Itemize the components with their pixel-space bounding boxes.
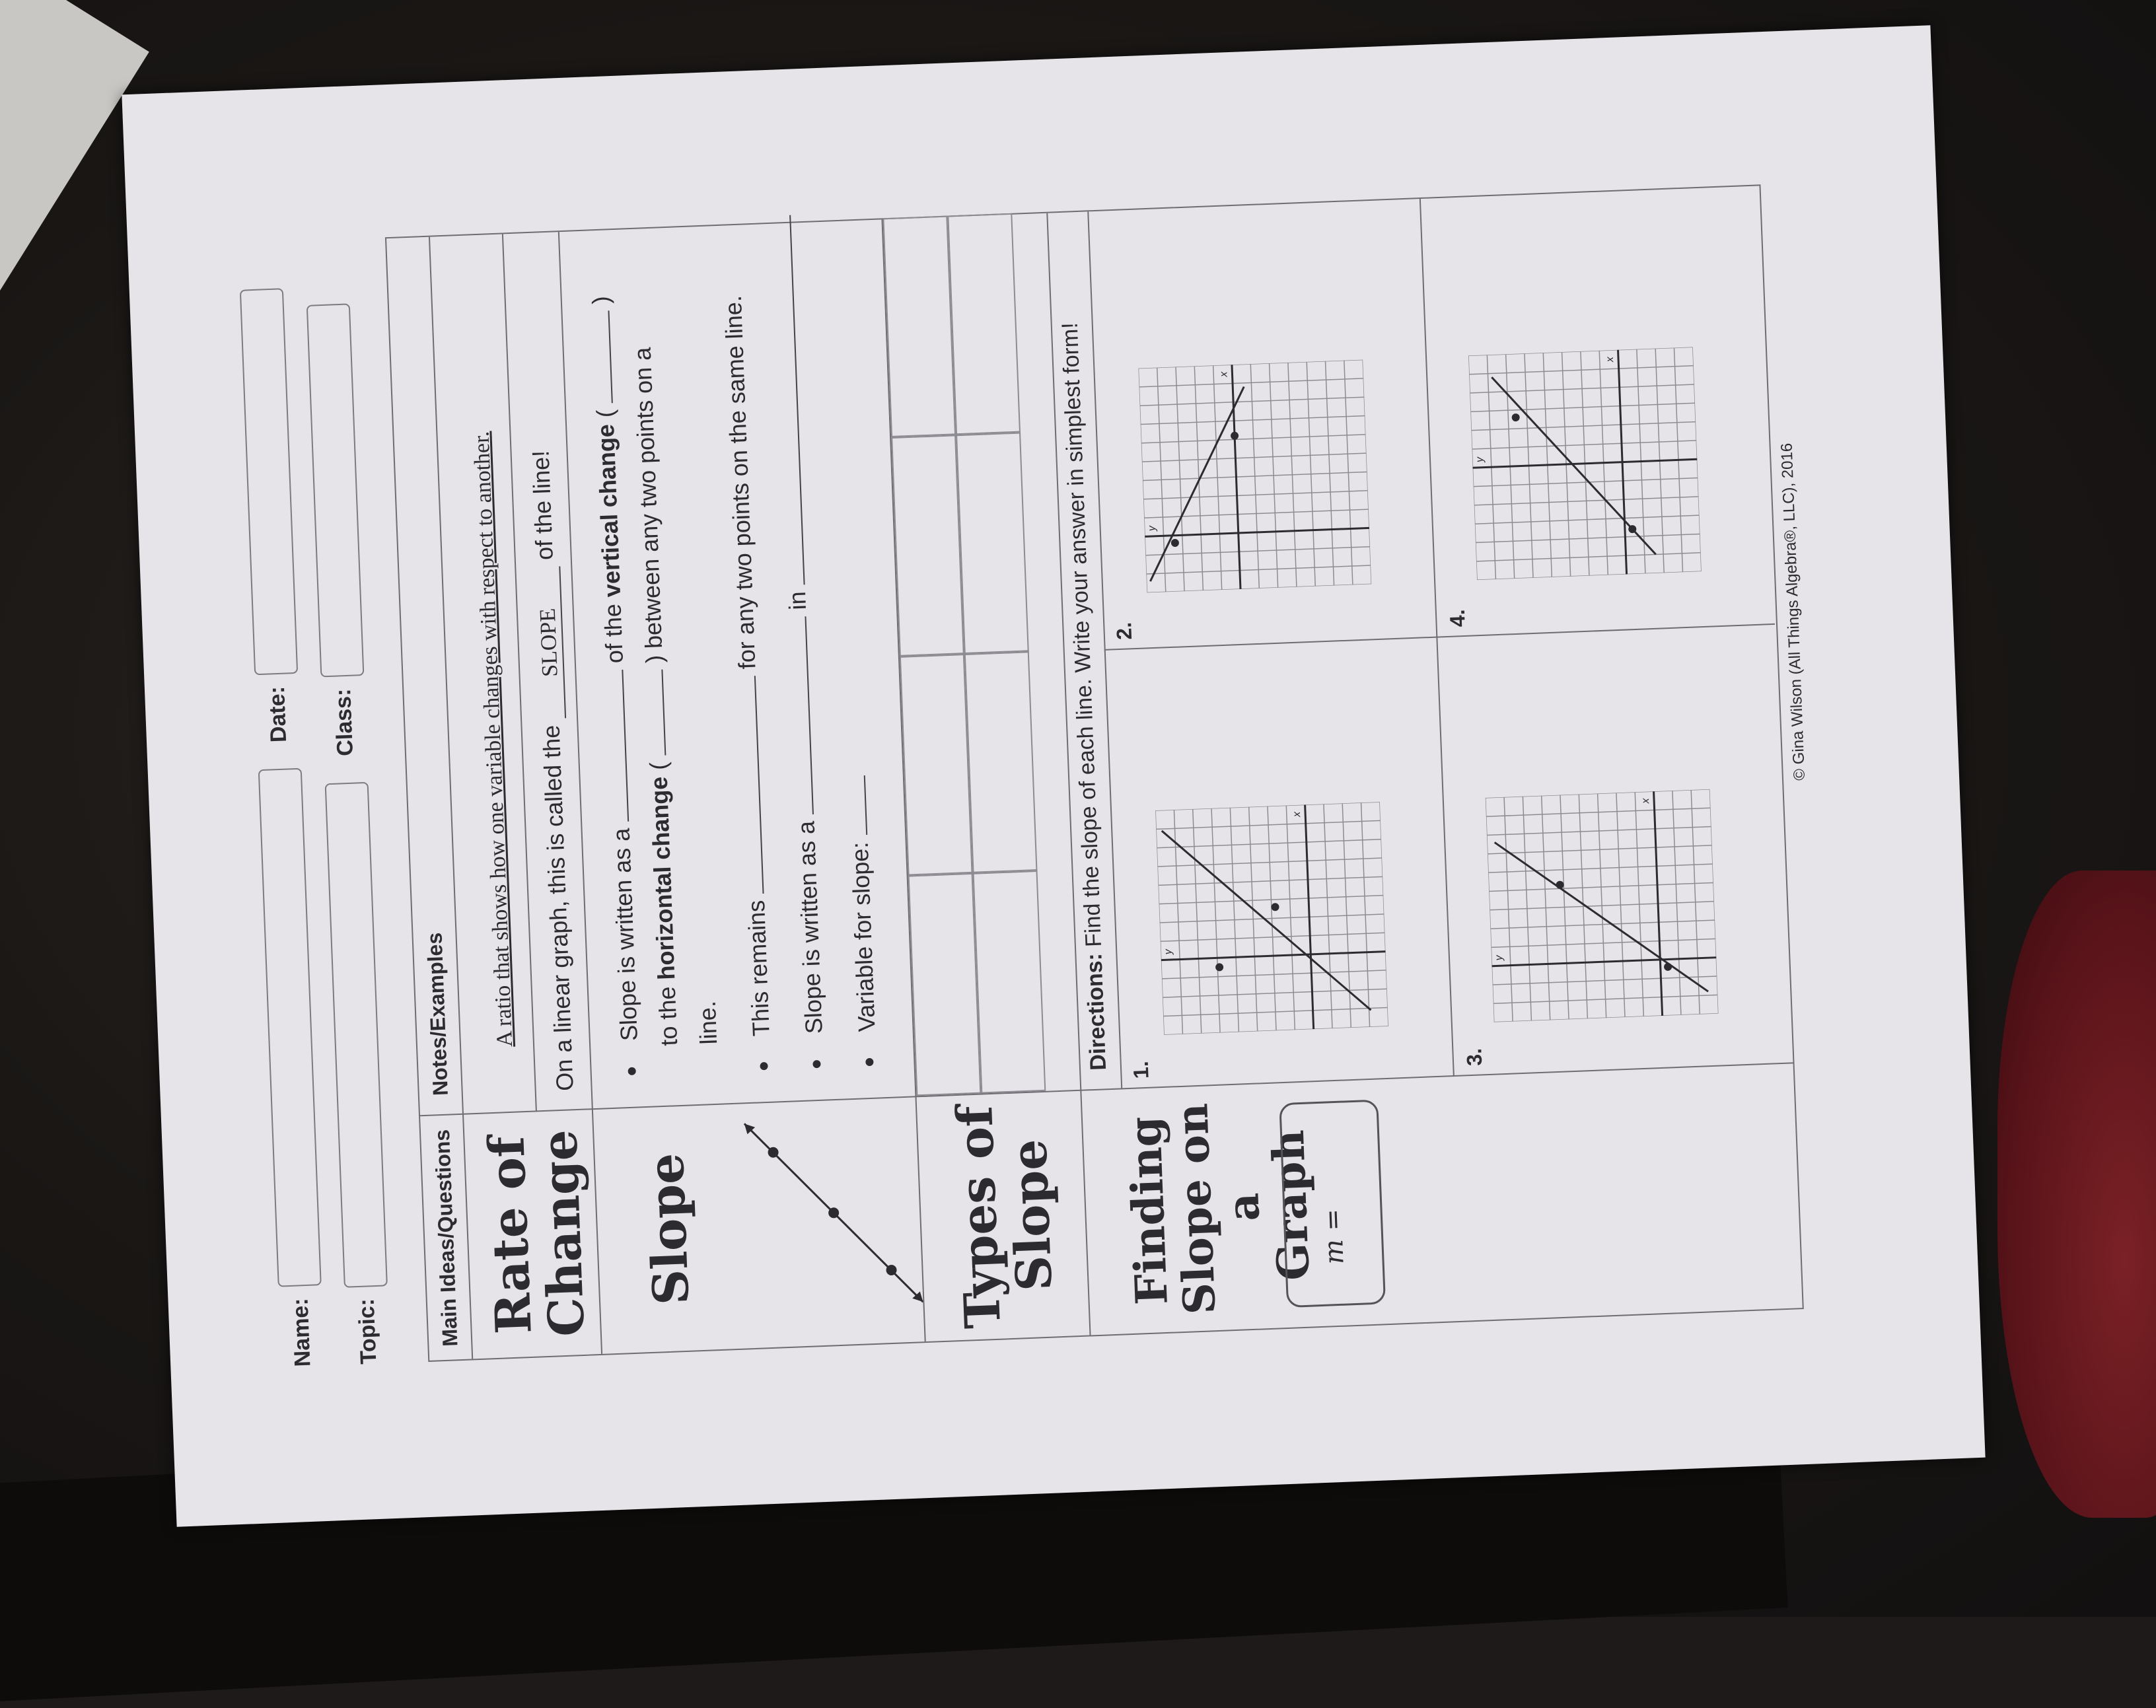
bullet-constant [719,295,777,1071]
bullet-ratio-end [694,1001,723,1046]
handwritten-slope: SLOPE [535,608,563,678]
graph-problem-3 [1486,789,1719,1022]
graph-problem-1 [1155,802,1388,1035]
rate-of-change-line2: Change [531,1128,596,1338]
bullet3-text1: Slope is written as a [792,820,828,1034]
linear-graph-prefix: On a linear graph, this is called the [537,725,579,1092]
graph-line [1495,834,1708,999]
vertical-change-term: vertical change [592,423,626,598]
problem-4-number: 4. [1445,608,1470,628]
graph-problem-2 [1138,360,1371,593]
bullet1-text5: line. [693,1000,723,1046]
written-as-blank[interactable] [805,616,814,814]
main-ideas-header: Main Ideas/Questions [429,1129,462,1347]
y-axis-label: y [1474,456,1486,463]
y-axis-label: y [1163,948,1174,955]
types-cell-6[interactable] [963,650,1038,874]
problem-3-number: 3. [1462,1048,1487,1067]
graph-line [1162,823,1371,1018]
bullet2-text2: for any two points on the same line. [719,295,761,670]
bullet1-text4: ) between any two points on a [628,347,668,664]
x-axis-label: x [1291,811,1303,818]
graph-problem-4 [1468,347,1702,580]
bullet2-text1: This remains [742,900,775,1037]
slope-answer-box[interactable] [1279,1100,1386,1308]
worksheet-paper [122,25,1985,1527]
types-cell-7[interactable] [954,431,1029,656]
horizontal-blank[interactable] [661,669,666,755]
red-cloth [1997,871,2156,1518]
bullet-icon [866,1058,874,1066]
finding-line2: Slope on a [1166,1102,1270,1316]
bullet4-text1: Variable for slope: [845,841,880,1032]
x-axis-label: x [1604,356,1616,363]
bullet-variable [844,775,882,1067]
date-field[interactable] [240,288,298,675]
bullet-icon [813,1060,821,1068]
date-label: Date: [264,686,291,743]
point-icon [1171,539,1179,547]
paren-open: ( [591,409,619,419]
bullet1-text3: to the [653,985,683,1047]
variable-blank[interactable] [864,775,867,835]
paren-open: ( [644,762,672,771]
slope-line-diagram [731,1104,937,1322]
point-icon [1215,963,1223,971]
point-icon [1556,880,1563,888]
types-cell-8[interactable] [946,213,1021,437]
constant-blank[interactable] [754,676,764,894]
topic-field[interactable] [325,781,388,1287]
x-axis-label: x [1639,798,1652,804]
types-cell-1[interactable] [908,872,983,1096]
notes-header: Notes/Examples [422,932,452,1096]
bullet-written-as [769,215,830,1069]
rate-of-change-heading [480,1110,594,1359]
types-cell-2[interactable] [900,653,974,877]
bullet3-text2: in [783,590,812,611]
paren-close: ) [587,295,615,305]
worksheet-page [204,120,1836,1435]
types-cell-3[interactable] [891,433,966,658]
finding-line3: Graph [1262,1129,1320,1282]
linear-graph-note [527,450,581,1091]
directions-text: Find the slope of each line. Write your answer in simplest form! [1057,322,1106,948]
bullet1-text2: of the [598,603,628,664]
name-field[interactable] [258,768,322,1287]
y-axis-label: y [1146,525,1158,532]
bullet1-text1: Slope is written as a [607,828,643,1042]
slope-blank[interactable] [531,566,566,719]
horizontal-change-term: horizontal change [645,776,680,981]
types-cell-4[interactable] [882,215,957,439]
types-line1: Types of [947,1104,1012,1330]
slope-answer-label: m = [1317,1208,1350,1265]
bullet-icon [760,1062,768,1070]
directions-label: Directions: [1081,952,1112,1071]
problem-2-number: 2. [1112,622,1137,641]
types-cell-5[interactable] [971,869,1046,1094]
vertical-blank[interactable] [608,310,612,403]
point-icon [1231,432,1239,440]
types-of-slope-heading [948,1092,1063,1340]
cornell-notes-table [385,184,1804,1362]
point-icon [1271,903,1279,911]
x-axis-label: x [1218,371,1230,377]
point-icon [1511,413,1519,421]
point-icon [1664,963,1672,971]
in-blank[interactable] [789,215,805,585]
slope-heading: Slope [637,1152,701,1306]
rate-of-change-definition [466,431,518,1048]
bullet-icon [628,1067,636,1075]
ratio-blank[interactable] [622,670,629,822]
finding-line1: Finding [1118,1115,1178,1306]
handwritten-definition: A ratio that shows how one variable changes with respect to another. [469,431,518,1048]
y-axis-label: y [1493,954,1505,961]
topic-label: Topic: [353,1298,381,1365]
rate-of-change-line1: Rate of [478,1135,543,1335]
class-label: Class: [330,688,358,757]
class-field[interactable] [306,304,365,678]
name-label: Name: [287,1297,315,1368]
copyright-footer: © Gina Wilson (All Things Algebra®, LLC), 2016 [1778,443,1809,781]
problem-divider [1104,623,1775,651]
linear-graph-suffix: of the line! [526,450,558,561]
types-line2: Slope [1001,1138,1063,1293]
problem-1-number: 1. [1128,1060,1153,1079]
